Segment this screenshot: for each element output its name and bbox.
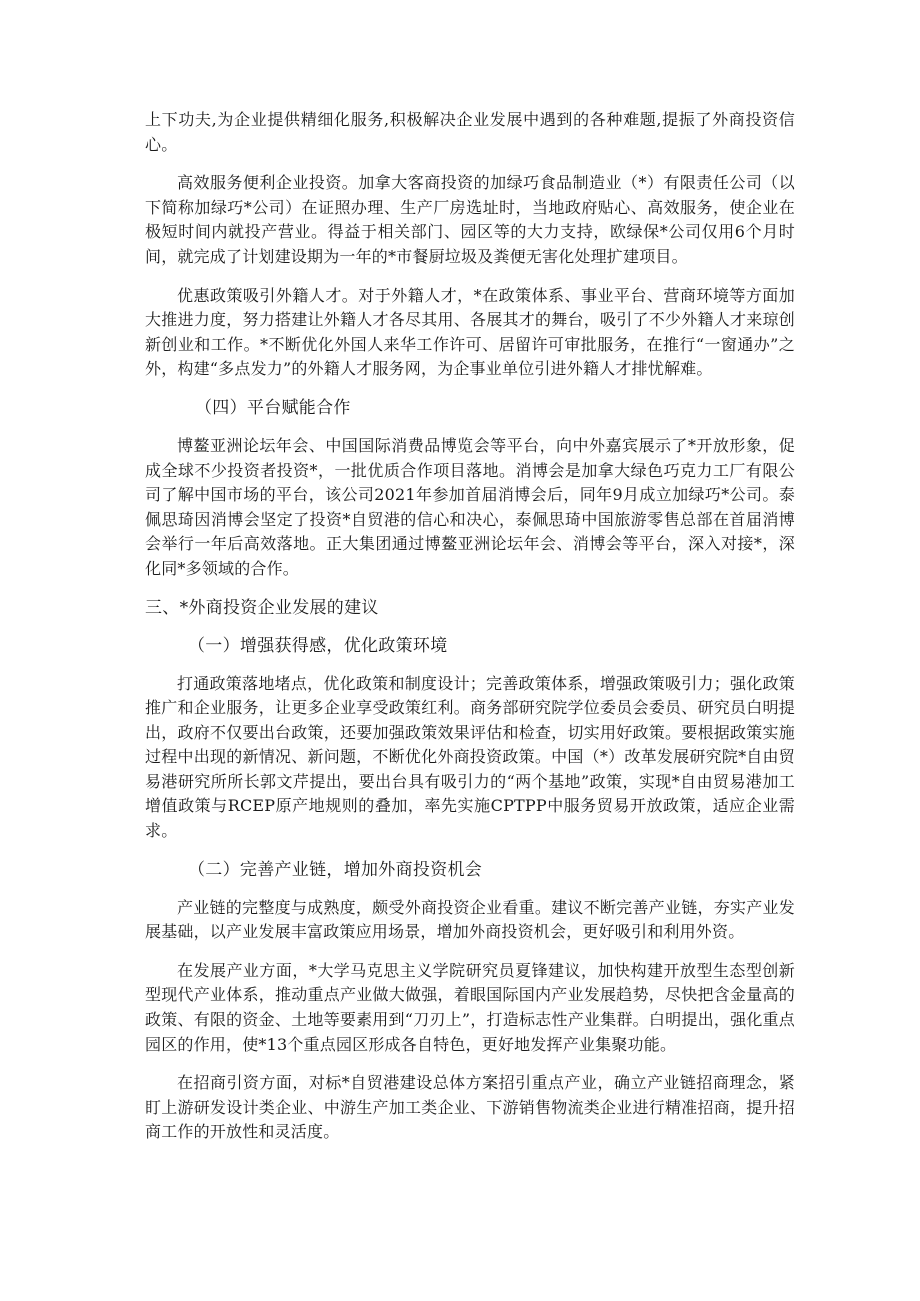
heading-platform-cooperation: （四）平台赋能合作: [195, 397, 351, 418]
paragraph-industry-chain: 产业链的完整度与成熟度，颇受外商投资企业看重。建议不断完善产业链，夯实产业发展基础，以产业发展丰富政策应用场景，增加外商投资机会，更好吸引和利用外资。: [145, 897, 795, 942]
document-page: [145, 108, 795, 1159]
heading-suggestions: 三、*外商投资企业发展的建议: [145, 597, 379, 618]
heading-policy-environment: （一）增强获得感，优化政策环境: [188, 635, 448, 656]
paragraph-efficient-service: 高效服务便利企业投资。加拿大客商投资的加绿巧食品制造业（*）有限责任公司（以下简称加绿巧*公司）在证照办理、生产厂房选址时，当地政府贴心、高效服务，使企业在极短时间内就投产营业。得益于相关部门、园区等的大力支持，欧绿保*公司仅用6个月时间，就完成了计划建设期为一年的*市餐厨垃圾及粪便无害化处理扩建项目。: [145, 173, 795, 266]
paragraph-industry-development: 在发展产业方面，*大学马克思主义学院研究员夏锋建议，加快构建开放型生态型创新型现代产业体系，推动重点产业做大做强，着眼国际国内产业发展趋势，尽快把含金量高的政策、有限的资金、土地等要素用到“刀刃上”，打造标志性产业集群。白明提出，强化重点园区的作用，使*13个重点园区形成各自特色，更好地发挥产业集聚功能。: [145, 960, 795, 1054]
paragraph-foreign-talent: 优惠政策吸引外籍人才。对于外籍人才，*在政策体系、事业平台、营商环境等方面加大推进力度，努力搭建让外籍人才各尽其用、各展其才的舞台，吸引了不少外籍人才来琼创新创业和工作。*不断优化外国人来华工作许可、居留许可审批服务，在推行“一窗通办”之外，构建“多点发力”的外籍人才服务网，为企事业单位引进外籍人才排忧解难。: [145, 285, 795, 379]
paragraph-continuation: 上下功夫,为企业提供精细化服务,积极解决企业发展中遇到的各种难题,提振了外商投资信心。: [145, 110, 795, 154]
paragraph-policy: 打通政策落地堵点，优化政策和制度设计；完善政策体系，增强政策吸引力；强化政策推广和企业服务，让更多企业享受政策红利。商务部研究院学位委员会委员、研究员白明提出，政府不仅要出台政策，还要加强政策效果评估和检查，切实用好政策。要根据政策实施过程中出现的新情况、新问题，不断优化外商投资政策。中国（*）改革发展研究院*自由贸易港研究所所长郭文芹提出，要出台具有吸引力的“两个基地”政策，实现*自由贸易港加工增值政策与RCEP原产地规则的叠加，率先实施CPTPP中服务贸易开放政策，适应企业需求。: [145, 673, 795, 841]
paragraph-platform: 博鳌亚洲论坛年会、中国国际消费品博览会等平台，向中外嘉宾展示了*开放形象，促成全球不少投资者投资*，一批优质合作项目落地。消博会是加拿大绿色巧克力工厂有限公司了解中国市场的平台，该公司2021年参加首届消博会后，同年9月成立加绿巧*公司。泰佩思琦因消博会坚定了投资*自贸港的信心和决心，泰佩思琦中国旅游零售总部在首届消博会举行一年后高效落地。正大集团通过博鳌亚洲论坛年会、消博会等平台，深入对接*，深化同*多领域的合作。: [145, 435, 795, 578]
paragraph-investment-attraction: 在招商引资方面，对标*自贸港建设总体方案招引重点产业，确立产业链招商理念，紧盯上游研发设计类企业、中游生产加工类企业、下游销售物流类企业进行精准招商，提升招商工作的开放性和灵活度。: [145, 1073, 795, 1142]
heading-industry-chain: （二）完善产业链，增加外商投资机会: [188, 859, 483, 880]
